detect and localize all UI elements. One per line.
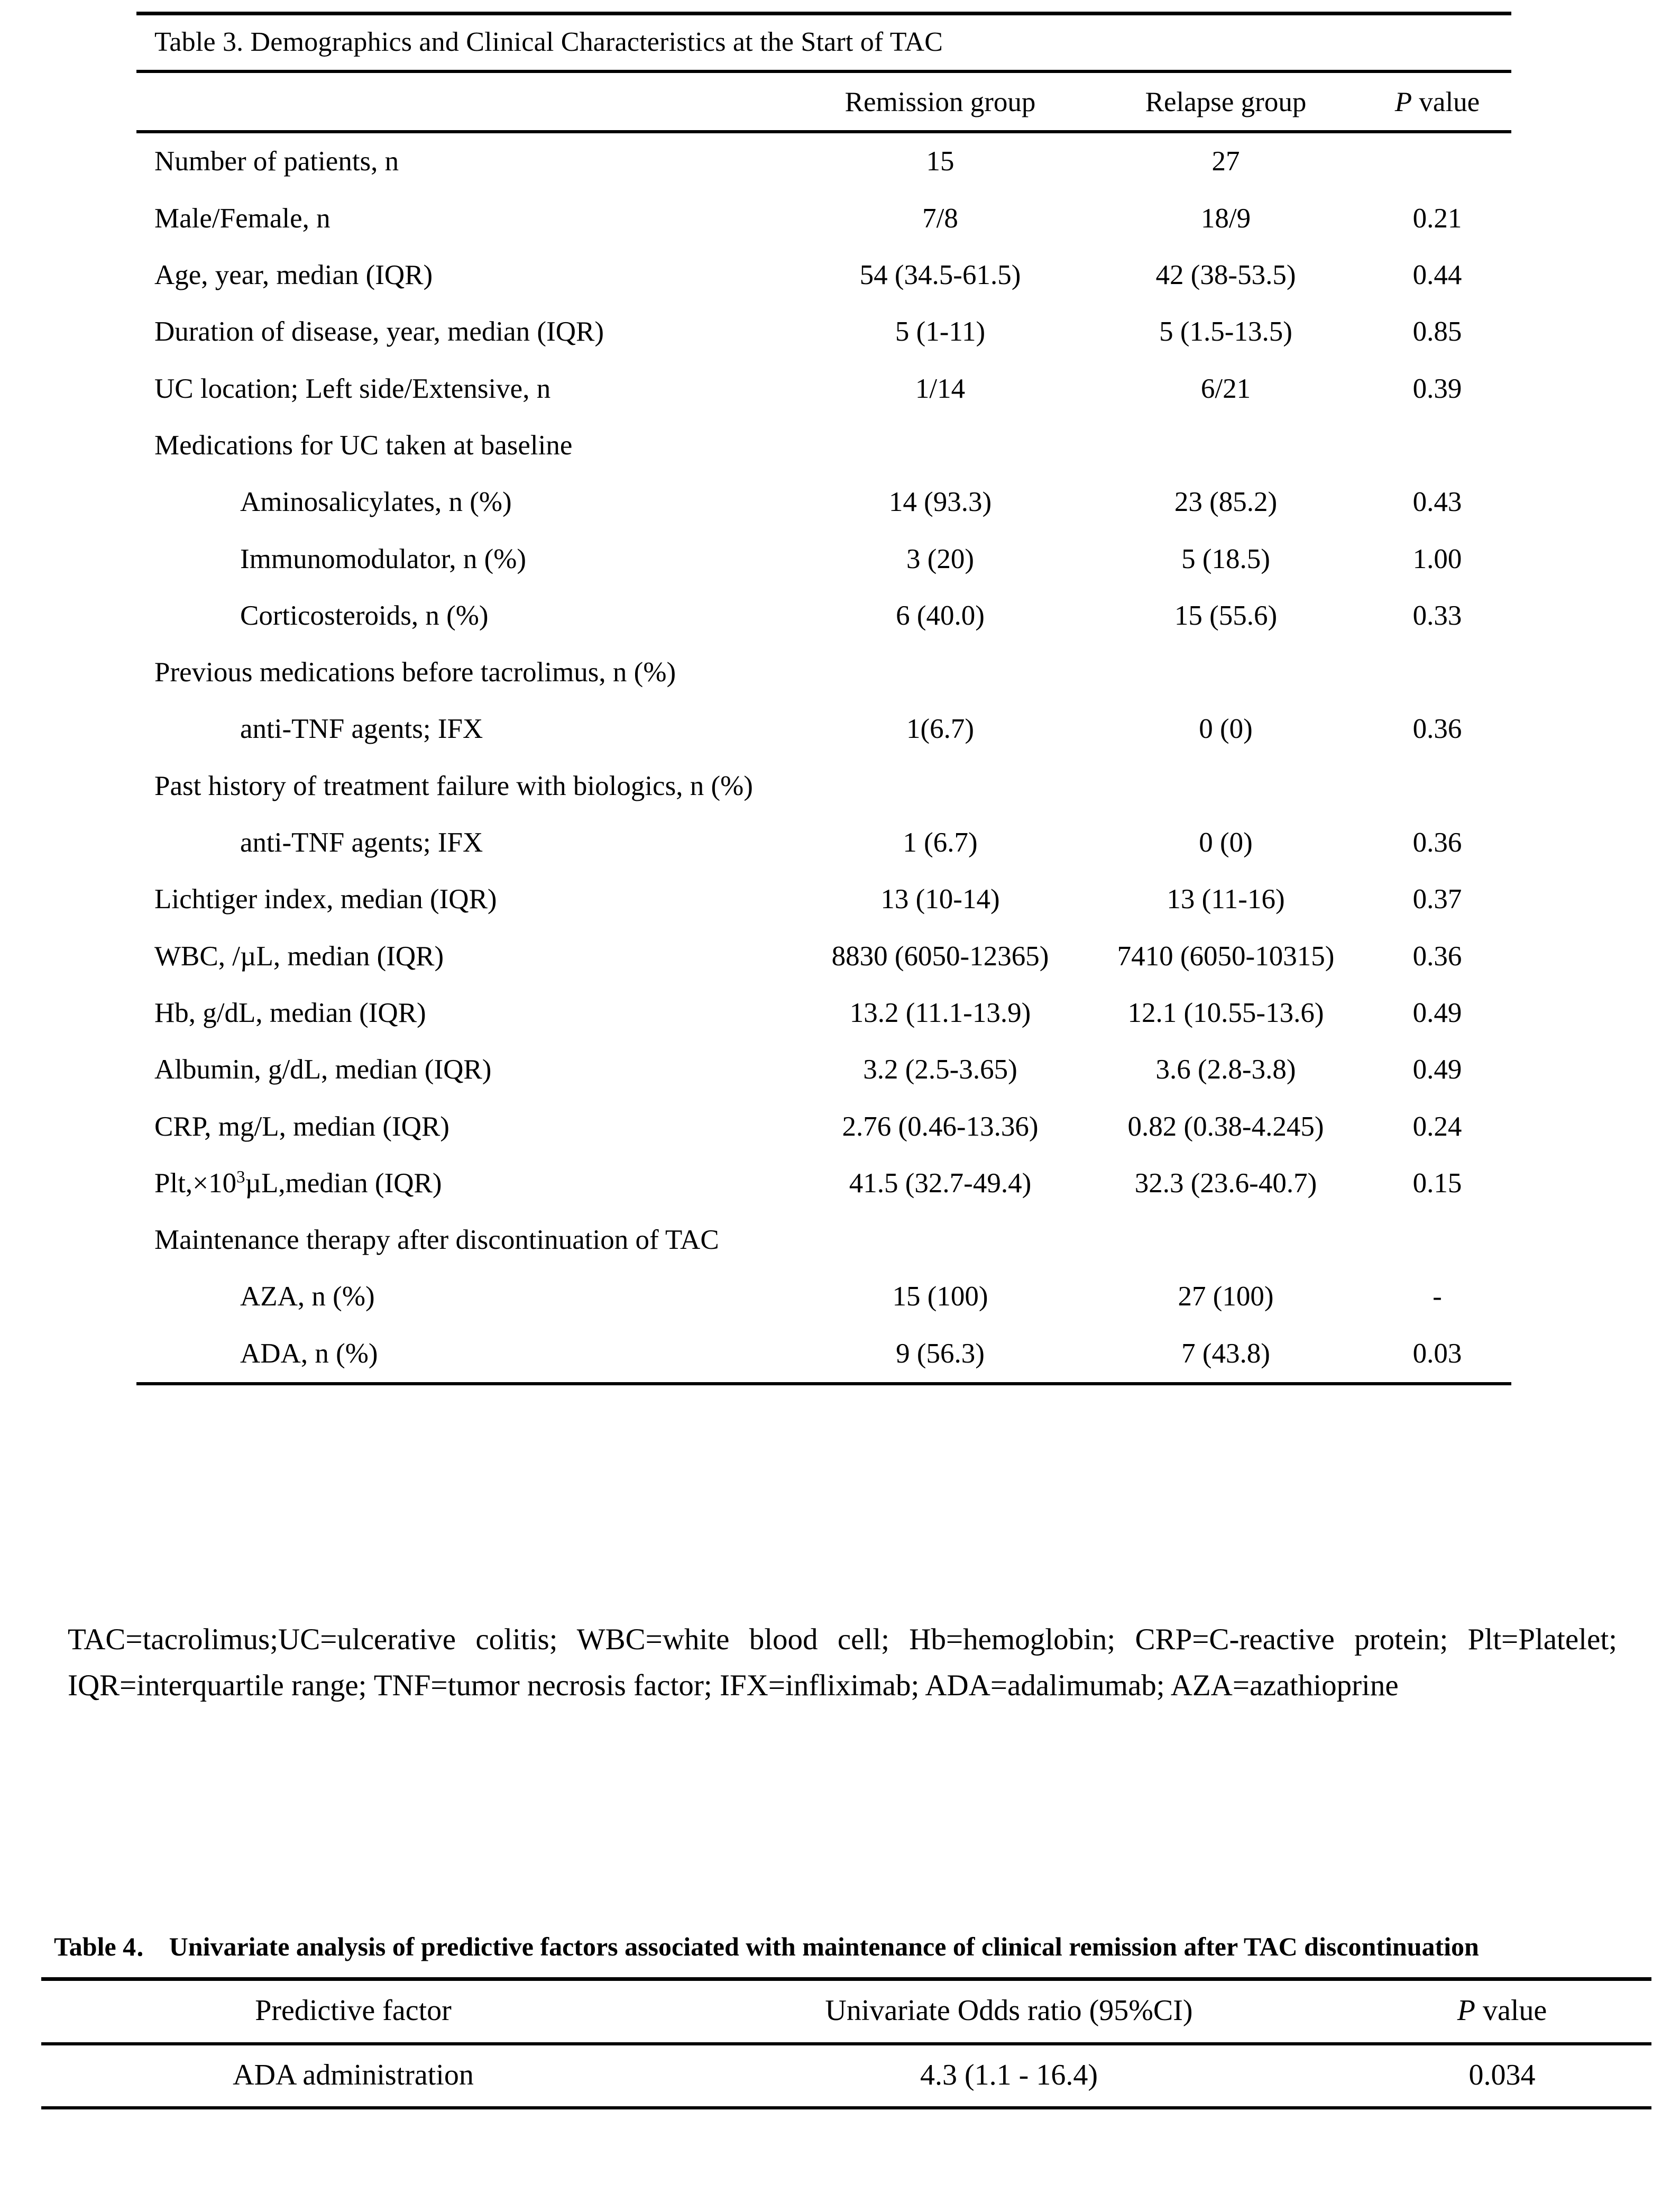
cell-p xyxy=(1363,1212,1511,1268)
row-label: Aminosalicylates, n (%) xyxy=(240,487,512,518)
cell-remission xyxy=(792,1212,1088,1268)
row-label: Albumin, g/dL, median (IQR) xyxy=(154,1054,492,1085)
table4-top-rule xyxy=(41,1977,1651,1981)
table-row xyxy=(136,417,1511,474)
cell-relapse: 5 (18.5) xyxy=(1181,543,1270,574)
table-row xyxy=(136,1268,1511,1325)
cell-relapse: 32.3 (23.6-40.7) xyxy=(1134,1167,1317,1199)
cell-relapse: 42 (38-53.5) xyxy=(1155,260,1296,291)
table-row xyxy=(136,133,1511,190)
cell-p: 0.49 xyxy=(1412,997,1462,1028)
table3-footnote: TAC=tacrolimus;UC=ulcerative colitis; WBC=white blood cell; Hb=hemoglobin; CRP=C-reactive protein; Plt=Platelet; IQR=interquartile range; TNF=tumor necrosis factor; IFX=infliximab; ADA=adalimumab; AZA=azathioprine xyxy=(68,1623,1617,1702)
table4-data xyxy=(41,2045,1651,2107)
cell-remission: 9 (56.3) xyxy=(896,1338,985,1369)
table-row xyxy=(136,871,1511,928)
table-row xyxy=(136,1212,1511,1268)
cell-relapse: 27 (100) xyxy=(1178,1281,1274,1312)
table3-header xyxy=(136,73,1511,130)
cell-p: 0.36 xyxy=(1412,714,1462,745)
cell-remission: 14 (93.3) xyxy=(888,487,992,518)
table-row xyxy=(136,644,1511,701)
cell-p: 0.85 xyxy=(1412,316,1462,348)
table3-bottom-rule xyxy=(136,1382,1511,1385)
table3-container xyxy=(136,12,1511,1385)
cell-relapse: 7410 (6050-10315) xyxy=(1117,940,1335,972)
table4-header-p-rest: value xyxy=(1475,1994,1547,2027)
cell-p: 0.37 xyxy=(1412,884,1462,915)
cell-relapse: 6/21 xyxy=(1200,373,1251,404)
table-row xyxy=(136,247,1511,304)
table4-header-odds-ratio: Univariate Odds ratio (95%CI) xyxy=(825,1994,1193,2027)
cell-relapse: 12.1 (10.55-13.6) xyxy=(1127,997,1324,1028)
table-row xyxy=(41,2045,1651,2107)
cell-p: 0.39 xyxy=(1412,373,1462,404)
table-row xyxy=(136,1326,1511,1382)
cell-relapse xyxy=(1088,758,1363,815)
cell-p xyxy=(1363,758,1511,815)
table-row xyxy=(136,588,1511,644)
cell-relapse: 0 (0) xyxy=(1199,714,1253,745)
cell-remission xyxy=(792,417,1088,474)
table-row xyxy=(136,304,1511,360)
cell-p: 0.33 xyxy=(1412,600,1462,631)
table-row xyxy=(136,361,1511,417)
cell-remission: 3 (20) xyxy=(906,543,975,574)
table3-header-label xyxy=(136,73,792,130)
table4-bottom-rule xyxy=(41,2106,1651,2109)
table4-header-row xyxy=(41,1981,1651,2042)
cell-remission: 54 (34.5-61.5) xyxy=(859,260,1021,291)
cell-p: 0.03 xyxy=(1412,1338,1462,1369)
row-label: anti-TNF agents; IFX xyxy=(240,714,483,745)
row-label: Lichtiger index, median (IQR) xyxy=(154,884,497,915)
table-row xyxy=(136,474,1511,531)
cell-remission: 13.2 (11.1-13.9) xyxy=(849,997,1031,1028)
table-row xyxy=(136,815,1511,871)
row-label: Number of patients, n xyxy=(154,146,399,177)
table3-header-remission: Remission group xyxy=(844,87,1036,118)
table-row xyxy=(136,701,1511,757)
table3-header-p-rest: value xyxy=(1412,87,1480,118)
row-label: AZA, n (%) xyxy=(240,1281,375,1312)
table-row xyxy=(136,531,1511,588)
cell-relapse: 13 (11-16) xyxy=(1167,884,1285,915)
cell-relapse xyxy=(1088,644,1363,701)
cell-remission: 5 (1-11) xyxy=(895,316,986,348)
cell-remission: 15 xyxy=(926,146,954,177)
row-label: Medications for UC taken at baseline xyxy=(154,430,573,461)
cell-p: 0.24 xyxy=(1412,1111,1462,1142)
cell-relapse: 15 (55.6) xyxy=(1174,600,1278,631)
row-label: Age, year, median (IQR) xyxy=(154,260,433,291)
cell-remission xyxy=(792,644,1088,701)
cell-remission: 41.5 (32.7-49.4) xyxy=(849,1167,1032,1199)
row-label: Previous medications before tacrolimus, n (%) xyxy=(154,657,676,688)
row-label: CRP, mg/L, median (IQR) xyxy=(154,1111,449,1142)
cell-odds-ratio: 4.3 (1.1 - 16.4) xyxy=(920,2058,1098,2091)
cell-remission: 8830 (6050-12365) xyxy=(831,940,1049,972)
table-row xyxy=(136,985,1511,1041)
table-row xyxy=(136,1155,1511,1212)
table-row xyxy=(136,758,1511,815)
table-row xyxy=(136,1099,1511,1155)
table4-caption: Table 4． Univariate analysis of predictive factors associated with maintenance of clinical remission after TAC discontinuation xyxy=(54,1932,1479,1961)
table4-header xyxy=(41,1981,1651,2042)
cell-p xyxy=(1363,644,1511,701)
row-label: UC location; Left side/Extensive, n xyxy=(154,373,551,404)
cell-relapse xyxy=(1088,417,1363,474)
cell-remission: 2.76 (0.46-13.36) xyxy=(842,1111,1039,1142)
table4-header-p-italic: P xyxy=(1457,1994,1475,2027)
cell-relapse xyxy=(1088,1212,1363,1268)
cell-remission: 1 (6.7) xyxy=(903,827,978,858)
cell-relapse: 27 xyxy=(1211,146,1240,177)
cell-remission: 1(6.7) xyxy=(906,714,975,745)
table4-container xyxy=(41,1925,1651,2109)
cell-p: 0.49 xyxy=(1412,1054,1462,1085)
row-label: Hb, g/dL, median (IQR) xyxy=(154,997,426,1028)
row-label: $Plt,\times 10^3\mu L,median$ (IQR) xyxy=(154,1167,442,1199)
table4-header-factor: Predictive factor xyxy=(255,1994,452,2027)
cell-p: 0.43 xyxy=(1412,487,1462,518)
table3-header-p-italic: P xyxy=(1394,87,1412,118)
table3-header-pvalue xyxy=(1363,73,1511,130)
table-row xyxy=(136,1041,1511,1098)
table-row xyxy=(136,190,1511,247)
cell-p: 1.00 xyxy=(1412,543,1462,574)
cell-p: - xyxy=(1433,1281,1442,1312)
cell-factor: ADA administration xyxy=(233,2058,474,2091)
cell-relapse: 23 (85.2) xyxy=(1174,487,1278,518)
row-label: ADA, n (%) xyxy=(240,1338,378,1369)
cell-p: 0.36 xyxy=(1412,827,1462,858)
table3-header-row xyxy=(136,73,1511,130)
table3 xyxy=(136,15,1511,70)
cell-relapse: 0 (0) xyxy=(1199,827,1253,858)
cell-remission: 7/8 xyxy=(922,203,958,234)
cell-p: 0.034 xyxy=(1468,2058,1536,2091)
row-label: Past history of treatment failure with biologics, n (%) xyxy=(154,770,753,801)
cell-remission: 13 (10-14) xyxy=(880,884,1000,915)
table-row xyxy=(136,928,1511,985)
table3-top-rule xyxy=(136,12,1511,15)
row-label: anti-TNF agents; IFX xyxy=(240,827,483,858)
cell-p: 0.36 xyxy=(1412,940,1462,972)
row-label: Duration of disease, year, median (IQR) xyxy=(154,316,604,348)
cell-relapse: 18/9 xyxy=(1200,203,1251,234)
row-label: Maintenance therapy after discontinuation of TAC xyxy=(154,1225,719,1256)
cell-remission: 15 (100) xyxy=(892,1281,988,1312)
cell-p: 0.15 xyxy=(1412,1167,1462,1199)
cell-relapse: 0.82 (0.38-4.245) xyxy=(1127,1111,1324,1142)
row-label: Immunomodulator, n (%) xyxy=(240,543,527,574)
cell-p: 0.44 xyxy=(1412,260,1462,291)
cell-remission: 3.2 (2.5-3.65) xyxy=(863,1054,1017,1085)
cell-remission: 1/14 xyxy=(915,373,966,404)
cell-p xyxy=(1363,417,1511,474)
cell-remission: 6 (40.0) xyxy=(896,600,985,631)
cell-relapse: 7 (43.8) xyxy=(1181,1338,1270,1369)
table3-caption: Table 3. Demographics and Clinical Characteristics at the Start of TAC xyxy=(154,27,943,57)
cell-p xyxy=(1363,133,1511,190)
cell-remission xyxy=(792,758,1088,815)
row-label: Corticosteroids, n (%) xyxy=(240,600,489,631)
cell-relapse: 3.6 (2.8-3.8) xyxy=(1155,1054,1296,1085)
table3-data xyxy=(136,133,1511,1382)
cell-relapse: 5 (1.5-13.5) xyxy=(1159,316,1292,348)
row-label: Male/Female, n xyxy=(154,203,331,234)
row-label: WBC, /µL, median (IQR) xyxy=(154,940,444,972)
table4-header-pvalue xyxy=(1353,1981,1651,2042)
cell-p: 0.21 xyxy=(1412,203,1462,234)
table3-caption-row xyxy=(136,15,1511,70)
table3-header-relapse: Relapse group xyxy=(1145,87,1307,118)
